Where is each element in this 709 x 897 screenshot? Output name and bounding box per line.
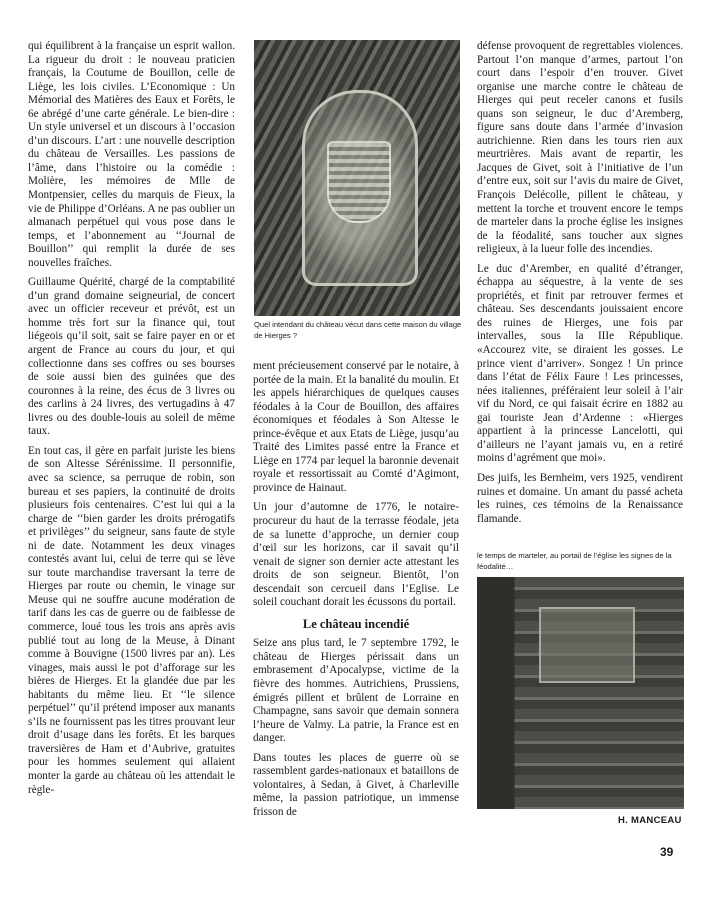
paragraph: ment précieusement conservé par le notaire, à portée de la main. Et la banalité du moulin. Et les appels hiérarchiques de quelques causes féodales à la Cour de Bouillon, des affaires économiques et féodales à Son Altesse le prince-évêque et aux Etats de Liège, jusqu’au Traité des Limites passé entre la France et Liège en 1774 par lequel la baronnie devenait royale et ressortissait au Comté d’Agimont, province de Hainaut. — [253, 360, 459, 494]
paragraph: Un jour d’automne de 1776, le notaire-procureur du haut de la terrasse féodale, jeta de sa lunette d’approche, un dernier coup d’œil sur les horizons, car il savait qu’il venait de signer son dernier acte attestant les droits de son seigneur. Bientôt, l’on descendait son cercueil dans l’Eglise. Le soleil couchant dorait les écussons du portail. — [253, 501, 459, 609]
paragraph: Guillaume Quérité, chargé de la comptabilité d’un grand domaine seigneurial, de concert avec un officier receveur et prévôt, est un homme très fort sur la finance qui, tout liégeois qu’il soit, sait se faire payer en or et argent de France au cours du jour, et qui collectionne dans ses coffres ou ses bourses de soie aussi bien des guinées que des couronnes à la reine, des écus de 3 livres ou des carlins à 24 livres, des vertugadins à 47 livres ou des double-louis au soleil de même taux. — [28, 276, 235, 438]
paragraph: Dans toutes les places de guerre où se rassemblent gardes-nationaux et bataillons de volontaires, à Sedan, à Givet, à Charleville même, la passion patriotique, un immense frisson de — [253, 751, 459, 818]
right-column — [477, 40, 683, 532]
paragraph: Le duc d’Arember, en qualité d’étranger, échappa au séquestre, à la vente de ses propriétés, et finit par retrouver fermes et château. Ses descendants jouissaient encore des ruines de Hierges, une fois par intervalles, sous la IIIe République. «Accourez vite, se diraient les gosses. Le prince vient d’arriver». Songez ! Un prince dans l’état de Félix Faure ! Les princesses, nées italiennes, préféraient leur soleil à l’air vif du Nord, ce qui faisait écrire en 1882 au gai touriste Jean d’Ardenne : «Hierges appartient à la princesse Lancelotti, qui d’ailleurs ne l’ayant jamais vu, en a retiré moins d’agrément que moi». — [477, 262, 683, 465]
photo-caption-bottom: le temps de marteler, au portail de l’église les signes de la féodalité… — [477, 551, 672, 571]
photo-credit: H. MANCEAU — [618, 815, 682, 826]
page-number: 39 — [660, 845, 674, 859]
paragraph: qui équilibrent à la française un esprit wallon. La rigueur du droit : le nouveau praticien français, la Coutume de Bouillon, celle de Liège, les lois civiles. L’Economique : Un Mémorial des Matières des Eaux et Forêts, le 6e abrégé d’une carte générale. Le bien-dire : Un style universel et un discours à l’occasion d’un discours. L’art : une nouvelle description du château de Versailles. Les passions de l’âme, dans l’histoire ou la comédie : Molière, les mémoires de Mlle de Montpensier, celles du marquis de Fieux, la vie de Philippe d’Orléans. A ne pas oublier un almanach perpétuel qui vous pose dans le temps, et l’abonnement au ‘‘Journal de Bouillon’’ qui remplit la durée de ses nouvelles fraîches. — [28, 40, 235, 269]
paragraph: défense provoquent de regrettables violences. Partout l’on manque d’armes, partout l’on court dans l’espoir d’en trouver. Givet organise une marche contre le château de Hierges qui peut receler canons et fusils quans son seigneur, le duc d’Aremberg, figure sans doute dans l’armée d’invasion autrichienne. Rien dans les tours rien aux meurtrières. Mais avant de repartir, les Jacques de Givet, soit à l’initiative de l’un d’entre eux, soit sur l’avis du maire de Givet, François Delécolle, pillent le château, y mettent la torche et trouvent encore le temps de marteler dans la proche église les insignes de la féodalité, sans toucher aux signes religieux, à la lueur folle des incendies. — [477, 40, 683, 256]
stone-cartouche — [302, 90, 418, 286]
section-heading: Le château incendié — [302, 616, 410, 631]
coat-of-arms-shield — [327, 141, 391, 223]
hammered-plaque — [539, 607, 635, 683]
paragraph: Seize ans plus tard, le 7 septembre 1792, le château de Hierges périssait dans un embrasement d’Apocalypse, victime de la fièvre des hommes. Autrichiens, Prussiens, émigrés pillent et brûlent de Lorraine en Champagne, sans savoir que demain sonnera l’heure de Valmy. La patrie, la France est en danger. — [253, 637, 459, 745]
photo-caption-top: Quel intendant du château vécut dans cette maison du village de Hierges ? — [254, 320, 462, 340]
paragraph: Des juifs, les Bernheim, vers 1925, vendirent ruines et domaine. Un amant du passé acheta les ruines, ces témoins de la Renaissance flamande. — [477, 471, 683, 525]
left-column — [28, 40, 235, 803]
village-house-photo — [254, 40, 460, 316]
church-portal-photo — [477, 577, 684, 809]
paragraph: En tout cas, il gère en parfait juriste les biens de son Altesse Sérénissime. Il personnifie, avec sa science, sa perruque de robin, son bureau et ses papiers, la continuité de droits plusieurs fois centenaires. C’est lui qui a la charge de ‘‘bien garder les droits prérogatifs et privilèges’’ du seigneur, sans faute de style ni de date. Notamment les deux vinages contestés avant lui, celui de terre qui se lève sur toute marchandise traversant la terre de Hierges par route ou chemin, le vinage sur Meuse qui ne souffre aucune modération de tarif dans les cas de guerre ou de faiblesse de commerce, loué tous les trois ans après avis publié tout au long de la Meuse, à Dinant comme à Bouvigne (1500 livres par an). Les vinages, mais aussi le pot d’afforage sur les bières de Hierges. Et la glandée due par les habitants du même lieu. Et ‘‘le silence perpétuel’’ qu’il prétend imposer aux manants s’ils ne fournissent pas les titres prouvant leur droit d’usage dans les forêts. Et les barques traversières de Ham et d’Aubrive, gratuites pour les hommes seulement qui allaient monter la garde au château où les attendait le règle- — [28, 444, 235, 796]
middle-column — [253, 360, 459, 826]
